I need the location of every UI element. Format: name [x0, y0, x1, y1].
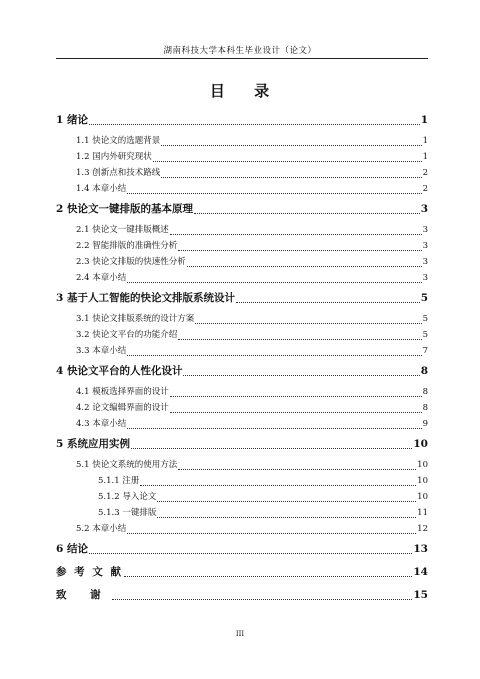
toc-entry-page: 15 [413, 589, 428, 601]
toc-entry-page: 1 [422, 152, 428, 162]
toc-leader-dots [178, 249, 421, 251]
toc-entry-label: 5.1.1 注册 [98, 476, 140, 486]
toc-entry-label: 1 绪论 [56, 114, 88, 126]
toc-entry-label: 1.4 本章小结 [76, 184, 127, 194]
toc-entry-page: 2 [422, 184, 428, 194]
toc-entry-label: 1.1 快论文的选题背景 [76, 136, 161, 146]
toc-entry-page: 10 [417, 492, 428, 502]
toc-entry-label: 2.1 快论文一键排版概述 [76, 225, 169, 235]
toc-entry-label: 6 结论 [56, 543, 88, 555]
toc-leader-dots [127, 427, 421, 429]
toc-leader-dots [112, 598, 413, 600]
toc-entry-label: 4.2 论文编辑界面的设计 [76, 403, 169, 413]
toc-entry-label: 3.2 快论文平台的功能介绍 [76, 330, 178, 340]
toc-entry-label: 2.4 本章小结 [76, 273, 127, 283]
toc-entry[interactable] [76, 165, 428, 181]
toc-entry-label: 参 考 文 献 [56, 566, 123, 578]
toc-entry-page: 2 [422, 168, 428, 178]
toc-leader-dots [178, 468, 416, 470]
toc-leader-dots [170, 233, 422, 235]
toc-entry-label: 4.1 模板选择界面的设计 [76, 387, 169, 397]
toc-entry[interactable] [76, 416, 428, 432]
toc-entry[interactable] [56, 564, 428, 580]
toc-entry-label: 4.3 本章小结 [76, 419, 127, 429]
toc-leader-dots [89, 552, 412, 554]
toc-leader-dots [157, 516, 416, 518]
toc-leader-dots [195, 322, 421, 324]
toc-entry-label: 3.1 快论文排版系统的设计方案 [76, 314, 195, 324]
toc-entry-page: 3 [422, 225, 428, 235]
toc-entry-page: 12 [417, 524, 428, 534]
toc-entry-page: 5 [422, 314, 428, 324]
toc-title: 目 录 [209, 82, 271, 100]
toc-entry-page: 8 [422, 387, 428, 397]
toc-entry-page: 5 [422, 330, 428, 340]
toc-entry[interactable] [98, 489, 428, 505]
toc-entry-page: 9 [422, 419, 428, 429]
toc-leader-dots [124, 575, 412, 577]
toc-entry-label: 3 基于人工智能的快论文排版系统设计 [56, 292, 235, 304]
toc-entry[interactable] [98, 473, 428, 489]
toc-entry-page: 1 [420, 114, 428, 126]
toc-entry-page: 10 [417, 460, 428, 470]
toc-entry-page: 14 [413, 566, 428, 578]
toc-leader-dots [187, 265, 422, 267]
toc-entry[interactable] [76, 181, 428, 197]
toc-entry-label: 4 快论文平台的人性化设计 [56, 365, 183, 377]
toc-leader-dots [161, 144, 421, 146]
toc-entry-label: 1.3 创新点和技术路线 [76, 168, 161, 178]
toc-entry-page: 1 [422, 136, 428, 146]
toc-leader-dots [236, 301, 420, 303]
toc-leader-dots [170, 395, 422, 397]
toc-entry[interactable] [76, 521, 428, 537]
toc-entry-label: 3.3 本章小结 [76, 346, 127, 356]
toc-entry-label: 5.1.3 一键排版 [98, 508, 157, 518]
toc-entry-label: 5 系统应用实例 [56, 438, 130, 450]
toc-entry-page: 3 [422, 257, 428, 267]
toc-entry-page: 7 [422, 346, 428, 356]
toc-entry-label: 5.2 本章小结 [76, 524, 127, 534]
toc-entry[interactable] [76, 133, 428, 149]
toc-entry[interactable] [76, 343, 428, 359]
toc-leader-dots [194, 212, 420, 214]
toc-entry[interactable] [76, 384, 428, 400]
toc-leader-dots [127, 354, 421, 356]
toc-entry[interactable] [76, 222, 428, 238]
toc-entry-page: 8 [420, 365, 428, 377]
toc-leader-dots [127, 192, 421, 194]
header-divider [56, 58, 428, 59]
page-header: 湖南科技大学本科生毕业设计（论文） [163, 46, 317, 56]
toc-leader-dots [178, 338, 421, 340]
toc-leader-dots [89, 123, 420, 125]
page-number: III [235, 630, 245, 638]
toc-entry[interactable] [76, 327, 428, 343]
toc-entry[interactable] [76, 149, 428, 165]
toc-entry-label: 5.1 快论文系统的使用方法 [76, 460, 178, 470]
toc-entry[interactable] [56, 541, 428, 557]
toc-entry[interactable] [56, 363, 428, 379]
toc-entry[interactable] [56, 436, 428, 452]
toc-entry[interactable] [76, 238, 428, 254]
toc-leader-dots [127, 532, 416, 534]
toc-entry[interactable] [56, 587, 428, 603]
toc-entry[interactable] [76, 311, 428, 327]
toc-leader-dots [153, 160, 422, 162]
toc-entry-label: 5.1.2 导入论文 [98, 492, 157, 502]
toc-entry-page: 3 [422, 273, 428, 283]
toc-leader-dots [131, 447, 412, 449]
toc-leader-dots [161, 176, 421, 178]
toc-entry[interactable] [76, 254, 428, 270]
toc-entry[interactable] [56, 112, 428, 128]
toc-entry-label: 2 快论文一键排版的基本原理 [56, 203, 193, 215]
toc-leader-dots [127, 281, 421, 283]
toc-entry-page: 13 [413, 543, 428, 555]
toc-entry-page: 5 [420, 292, 428, 304]
toc-entry-page: 3 [420, 203, 428, 215]
toc-entry-label: 2.2 智能排版的准确性分析 [76, 241, 178, 251]
toc-entry[interactable] [56, 201, 428, 217]
toc-entry[interactable] [98, 505, 428, 521]
toc-entry[interactable] [56, 290, 428, 306]
toc-entry-page: 3 [422, 241, 428, 251]
toc-leader-dots [140, 484, 416, 486]
toc-leader-dots [157, 500, 416, 502]
toc-entry[interactable] [76, 270, 428, 286]
toc-entry-label: 2.3 快论文排版的快速性分析 [76, 257, 186, 267]
toc-entry-page: 11 [417, 508, 428, 518]
toc-leader-dots [183, 374, 419, 376]
toc-entry-label: 致 谢 [56, 589, 111, 601]
toc-entry-page: 8 [422, 403, 428, 413]
toc-entry[interactable] [76, 400, 428, 416]
toc-entry-label: 1.2 国内外研究现状 [76, 152, 152, 162]
toc-leader-dots [170, 411, 422, 413]
toc-entry-page: 10 [413, 438, 428, 450]
toc-entry[interactable] [76, 457, 428, 473]
toc-entry-page: 10 [417, 476, 428, 486]
